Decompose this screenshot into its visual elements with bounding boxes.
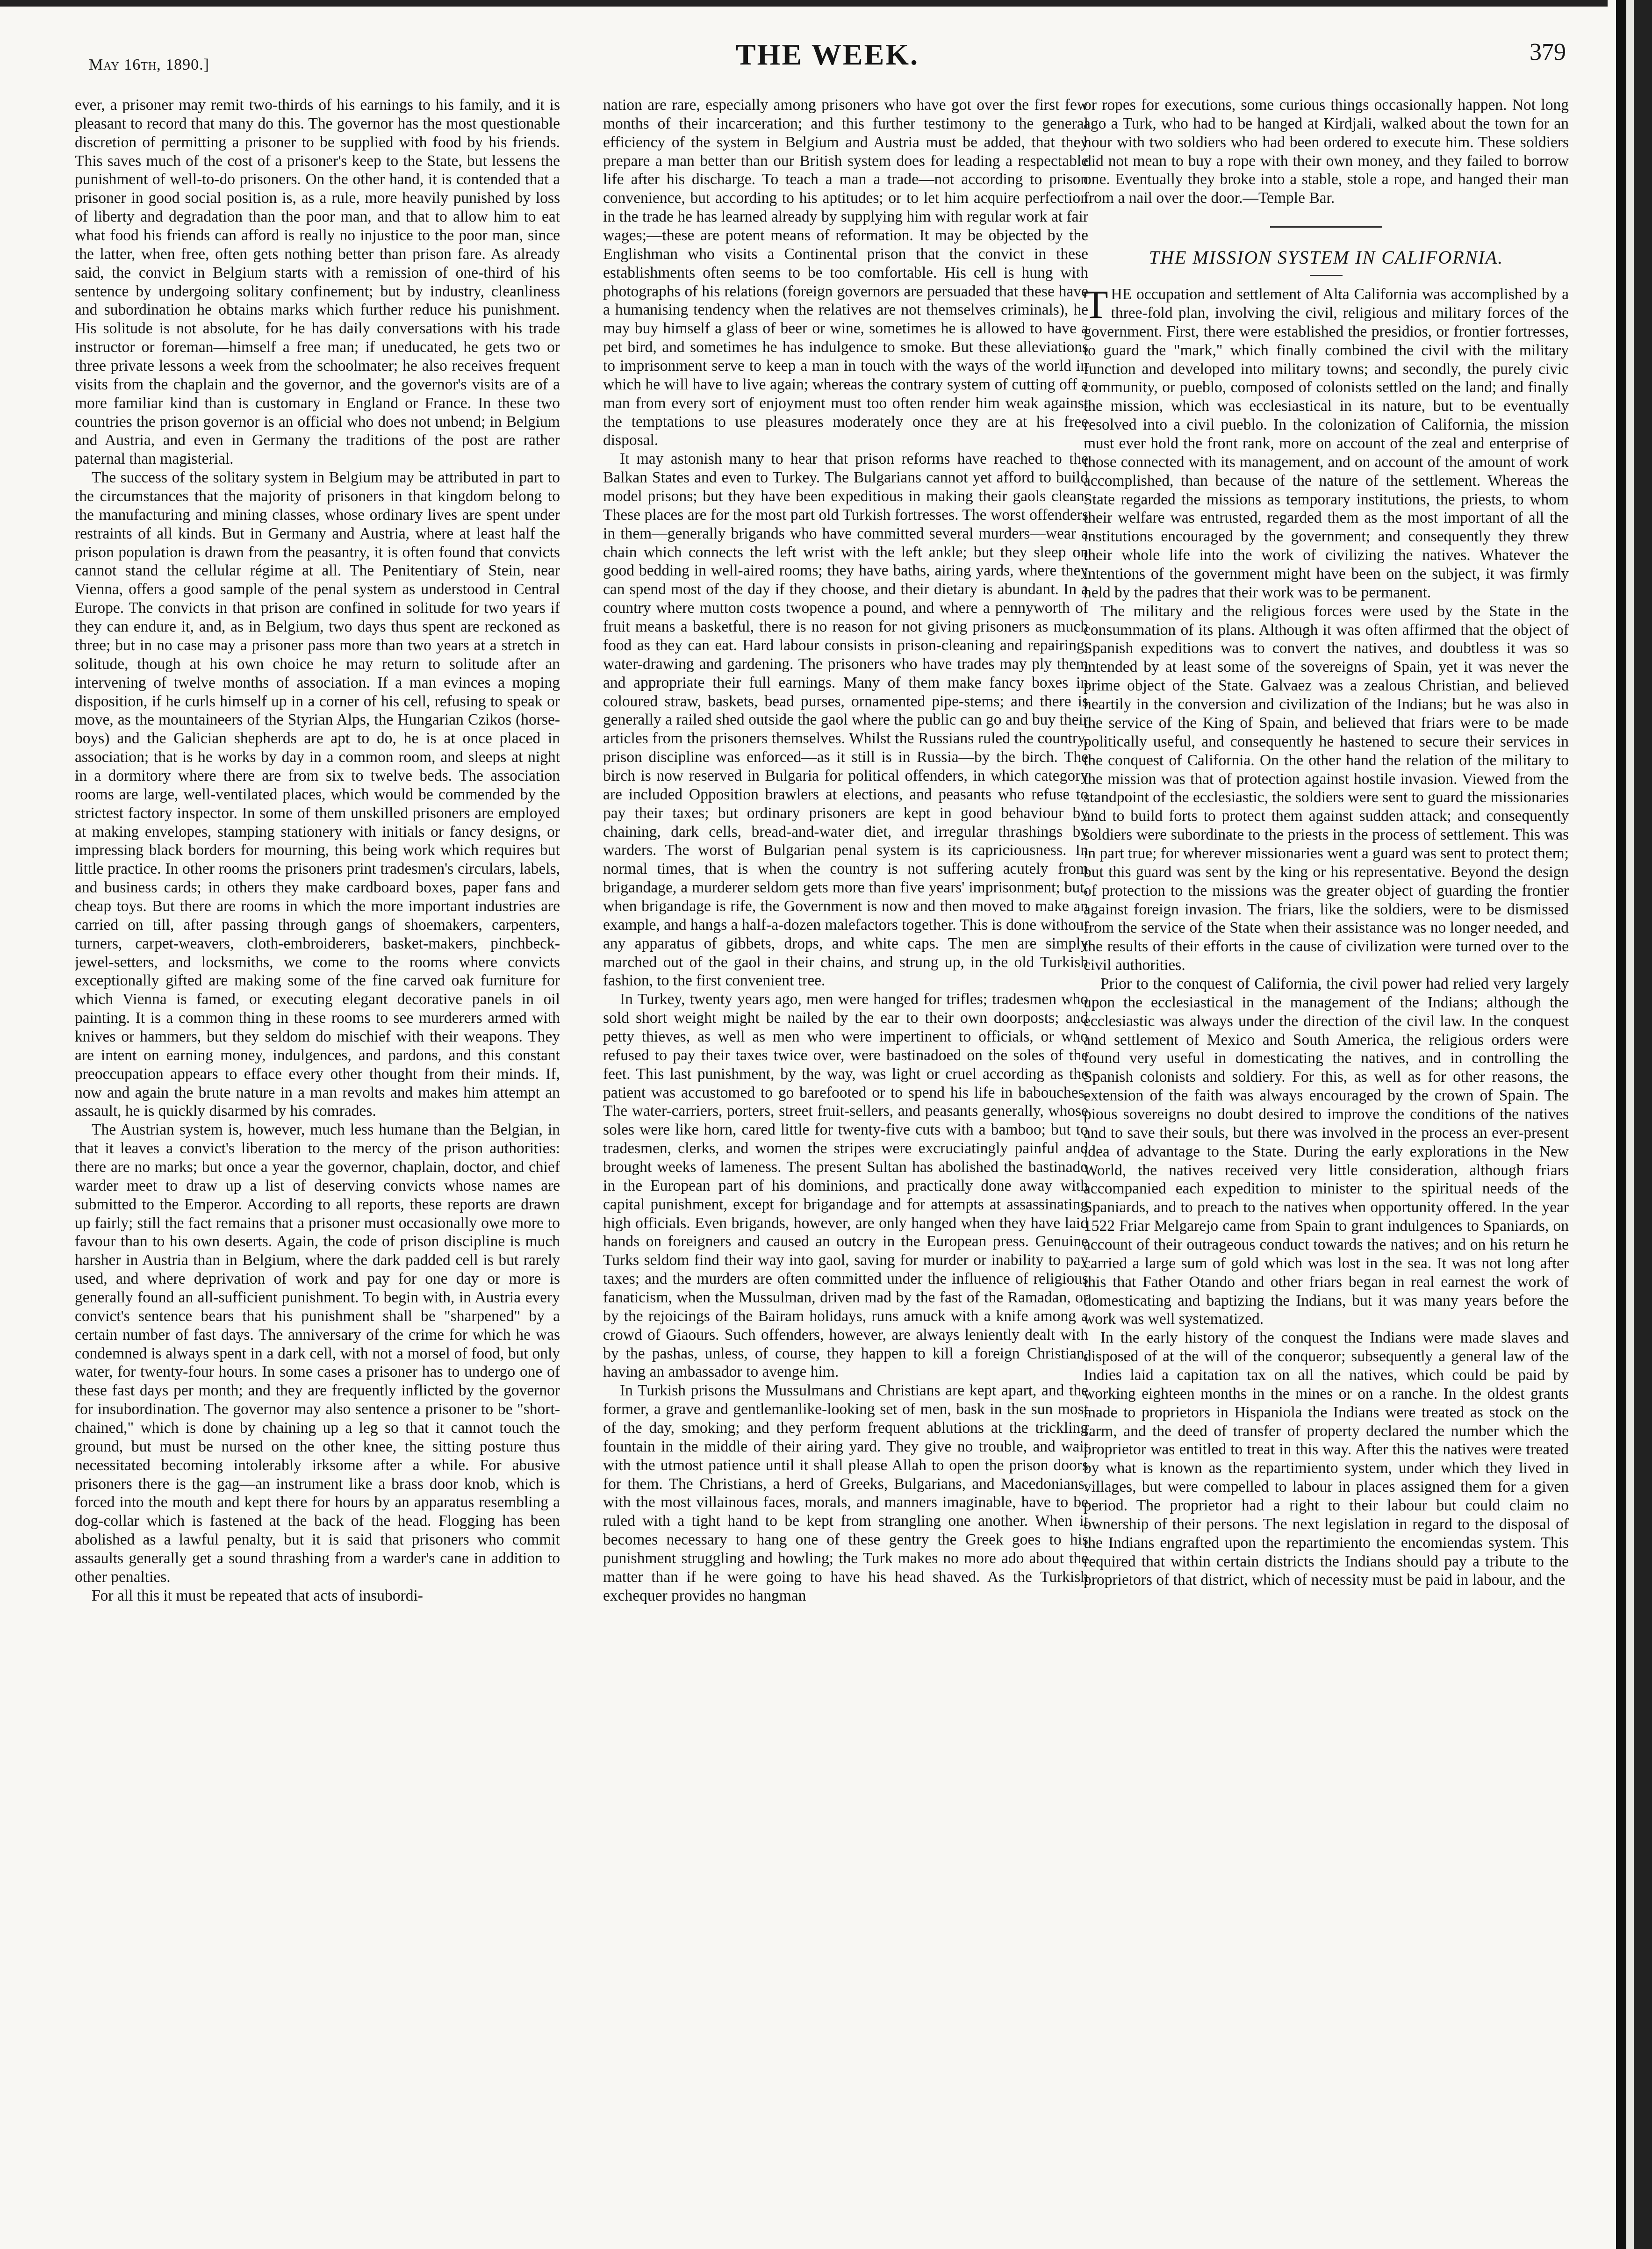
title-rule (1310, 275, 1343, 276)
paragraph: For all this it must be repeated that acts of insubordi- (92, 1587, 423, 1604)
paragraph (1084, 282, 1569, 602)
page-edge (1608, 0, 1652, 2249)
paragraph: The military and the religious forces were used by the State in the consummation of its plans. Although it was often affirmed that the object of Spanish expeditions was to convert the natives, and doubtless it was so intended by at least some of the sovereigns of Spain, yet it was never the prime object of the State. Galvaez was a zealous Christian, and believed heartily in the conversion and civilization of the Indians; but he was also in the service of the King of Spain, and believed that friars were to be made politically useful, and consequently he hastened to secure their services in the conquest of California. On the other hand the relation of the military to the mission was that of protection against hostile invasion. Viewed from the standpoint of the ecclesiastic, the soldiers were sent to guard the missionaries and to build forts to protect them against sudden attack; and consequently soldiers were subordinate to the priests in the process of settlement. This was in part true; for wherever missionaries went a guard was sent to protect them; but this guard was sent by the king or his representative. Beyond the design of protection to the missions was the greater object of guarding the frontier against foreign invasion. The friars, like the soldiers, were to be dismissed from the service of the State when their assistance was no longer needed, and the results of their efforts in the cause of civilization were turned over to the civil authorities. (1084, 602, 1569, 974)
column-2 (603, 96, 1088, 2227)
page-number: 379 (1530, 39, 1566, 65)
paragraph-text: HE occupation and settlement of Alta California was accomplished by a three-fold plan, involving the civil, religious and military forces of the government. First, there were established the presidios, or frontier fortresses, to guard the "mark," which finally combined the civil with the military function and developed into military towns; and secondly, the purely civic community, or pueblo, composed of colonists settled on the land; and finally the mission, which was ecclesiastical in its nature, but to be eventually resolved into a civil pueblo. In the colonization of California, the mission must ever hold the front rank, more on account of the zeal and enterprise of those connected with its management, and on account of the amount of work accomplished, than because of the nature of the settlement. Whereas the State regarded the missions as temporary institutions, the priests, to whom their welfare was entrusted, regarded them as the most important of all the institutions encouraged by the government; and consequently they threw their whole life into the work of civilizing the natives. Whatever the intentions of the government might have been on the subject, it was firmly held by the padres that their work was to be permanent. (1084, 286, 1569, 601)
column-3 (1084, 96, 1569, 2227)
top-rule (0, 0, 1652, 7)
paragraph: or ropes for executions, some curious things occasionally happen. Not long ago a Turk, who had to be hanged at Kirdjali, walked about the town for an hour with two soldiers who had been ordered to execute him. These soldiers did not mean to buy a rope with their own money, and they failed to borrow one. Eventually they broke into a stable, stole a rope, and hanged their man from a nail over the door.—Temple Bar. (1084, 96, 1569, 207)
paragraph: The Austrian system is, however, much less humane than the Belgian, in that it leaves a convict's liberation to the mercy of the prison authorities: there are no marks; but once a year the governor, chaplain, doctor, and chief warder meet to draw up a list of deserving convicts whose names are submitted to the Emperor. According to all reports, these reports are drawn up fairly; still the fact remains that a prisoner must occasionally owe more to favour than to his own deserts. Again, the code of prison discipline is much harsher in Austria than in Belgium, where the dark padded cell is but rarely used, and where deprivation of work and pay for one day or more is generally found an all-sufficient punishment. To begin with, in Austria every convict's sentence bears that his punishment shall be "sharpened" by a certain number of fast days. The anniversary of the crime for which he was condemned is always spent in a dark cell, with not a morsel of food, but only water, for twenty-four hours. In some cases a prisoner has to undergo one of these fast days per month; and they are frequently inflicted by the governor for insubordination. The governor may also sentence a prisoner to be "short-chained," which is done by chaining up a leg so that it cannot touch the ground, but must be nursed on the other knee, the sitting posture thus necessitated becoming intolerably irksome after a while. For abusive prisoners there is the gag—an instrument like a brass door knob, which is forced into the mouth and kept there for hours by an apparatus resembling a dog-collar which is fastened at the back of the head. Flogging has been abolished as a lawful penalty, but it is said that prisoners who commit assaults generally get a sound thrashing from a warder's cane in addition to other penalties. (75, 1121, 560, 1586)
journal-title: THE WEEK. (735, 38, 919, 71)
paragraph: In Turkey, twenty years ago, men were hanged for trifles; tradesmen who sold short weight might be nailed by the ear to their own doorposts; and petty thieves, as well as men who were impertinent to officials, or who refused to pay their taxes twice over, were bastinadoed on the soles of the feet. This last punishment, by the way, was light or cruel according as the patient was accustomed to go barefooted or to spend his life in babouches. The water-carriers, porters, street fruit-sellers, and peasants generally, whose soles were like horn, cared little for twenty-five cuts with a bamboo; but to tradesmen, clerks, and women the stripes were excruciatingly painful and brought weeks of lameness. The present Sultan has abolished the bastinado in the European part of his dominions, and practically done away with capital punishment, except for brigandage and for attempts at assassinating high officials. Even brigands, however, are only hanged when they have laid hands on foreigners and caused an outcry in the European press. Genuine Turks seldom find their way into gaol, saving for murder or inability to pay taxes; and the murders are often committed under the influence of religious fanaticism, when the Mussulman, driven mad by the fast of the Ramadan, or by the rejoicings of the Bairam holidays, runs amuck with a knife among a crowd of Giaours. Such offenders, however, are always leniently dealt with by the pashas, unless, of course, they happen to kill a foreign Christian, having an ambassador to avenge him. (603, 991, 1088, 1381)
paragraph: ever, a prisoner may remit two-thirds of his earnings to his family, and it is pleasant to record that many do this. The governor has the most questionable discretion of permitting a prisoner to be supplied with food by his friends. This saves much of the cost of a prisoner's keep to the State, but lessens the punishment of well-to-do prisoners. On the other hand, it is contended that a prisoner in good social position is, as a rule, more heavily punished by loss of liberty and degradation than the poor man, and that to allow him to eat what food his friends can afford is really no injustice to the poor man, since the latter, when free, often gets nothing better than prison fare. As already said, the convict in Belgium starts with a remission of one-third of his sentence by undergoing solitary confinement; but by industry, cleanliness and subordination he obtains marks which further reduce his punishment. His solitude is not absolute, for he has daily conversations with his trade instructor or foreman—himself a free man; if uneducated, he gets two or three private lessons a week from the schoolmater; he also receives frequent visits from the chaplain and the governor, and the governor's visits are of a more familiar kind than is customary in England or France. In these two countries the prison governor is an official who does not unbend; in Belgium and Austria, and even in Germany the traditions of the post are rather paternal than magisterial. (75, 96, 560, 468)
paragraph: In Turkish prisons the Mussulmans and Christians are kept apart, and the former, a grave and gentlemanlike-looking set of men, bask in the sun most of the day, smoking; and they perform frequent ablutions at the trickling fountain in the middle of their airing yard. They give no trouble, and wait with the utmost patience until it shall please Allah to open the prison doors for them. The Christians, a herd of Greeks, Bulgarians, and Macedonians, with the most villainous faces, morals, and manners imaginable, have to be ruled with a tight hand to be kept from strangling one another. When it becomes necessary to hang one of these gentry the Greek goes to his punishment struggling and howling; the Turk makes no more ado about the matter than if he were going to have his head shaved. As the Turkish exchequer provides no hangman (603, 1382, 1088, 1604)
paragraph: It may astonish many to hear that prison reforms have reached to the Balkan States and even to Turkey. The Bulgarians cannot yet afford to build model prisons; but they have been expeditious in making their gaols clean. These places are for the most part old Turkish fortresses. The worst offenders in them—generally brigands who have committed several murders—wear a chain which connects the left wrist with the left ankle; but they sleep on good bedding in well-aired rooms; they have baths, airing yards, where they can spend most of the day if they choose, and their dietary is abundant. In a country where mutton costs twopence a pound, and where a pennyworth of fruit means a basketful, there is no reason for not giving prisoners as much food as they can eat. Hard labour consists in prison-cleaning and repairing, water-drawing and gardening. The prisoners who have trades may ply them and appropriate their full earnings. Many of them make fancy boxes in coloured straw, baskets, bead purses, ornamented pipe-stems; and there is generally a railed shed outside the gaol where the public can go and buy their articles from the prisoners themselves. Whilst the Russians ruled the country, prison discipline was enforced—as it still is in Russia—by the birch. The birch is now reserved in Bulgaria for political offenders, in which category are included Opposition brawlers at elections, and peasants who refuse to pay their taxes; but ordinary prisoners are kept in good behaviour by chaining, dark cells, bread-and-water diet, and irregular thrashings by warders. The worst of Bulgarian penal system is its capriciousness. In normal times, that is when the country is not suffering acutely from brigandage, a murderer seldom gets more than five years' imprisonment; but, when brigandage is rife, the Government is now and then moved to make an example, and hangs a half-a-dozen malefactors together. This is done without any apparatus of gibbets, drops, and white caps. The men are simply marched out of the gaol in their chains, and strung up, in the old Turkish fashion, to the first convenient tree. (603, 450, 1088, 990)
paragraph: The success of the solitary system in Belgium may be attributed in part to the circumstances that the majority of prisoners in that kingdom belong to the manufacturing and mining classes, whose ordinary lives are spent under restraints of all kinds. But in Germany and Austria, where at least half the prison population is drawn from the peasantry, it is often found that convicts cannot stand the cellular régime at all. The Penitentiary of Stein, near Vienna, offers a good sample of the penal system as understood in Central Europe. The convicts in that prison are confined in solitude for two years if they can endure it, and, as in Belgium, two days thus spent are reckoned as three; but in no case may a prisoner pass more than two years at a stretch in solitude, though at his own choice he may return to solitude after an intervening of twelve months of association. If a man evinces a moping disposition, if he curls himself up in a corner of his cell, refusing to speak or move, as the mountaineers of the Styrian Alps, the Hungarian Czikos (horse-boys) and the Galician shepherds are apt to do, he is at once placed in association; that is he works by day in a common room, and sleeps at night in a dormitory where there are from six to twelve beds. The association rooms are large, well-ventilated places, which would be commended by the strictest factory inspector. In some of them unskilled prisoners are employed at making envelopes, stamping stationery with initials or fancy designs, or impressing black borders for mourning, this being work which requires but little practice. In other rooms the prisoners print tradesmen's circulars, labels, and business cards; in others they make cardboard boxes, paper fans and cheap toys. But there are rooms in which the more important industries are carried on till, after passing through gangs of shoemakers, carpenters, turners, carpet-weavers, cloth-embroiderers, basket-makers, pinchbeck-jewel-setters, and locksmiths, we come to the rooms where convicts exceptionally gifted are making some of the fine carved oak furniture for which Vienna is famed, or executing elegant decorative panels in oil painting. It is a common thing in these rooms to see murderers armed with knives or hammers, but they seldom do mischief with their weapons. They are intent on earning money, indulgences, and pardons, and this constant preoccupation appears to efface every other thought from their minds. If, now and again the brute nature in a man revolts and makes him attempt an assault, he is quickly disarmed by his comrades. (75, 469, 560, 1120)
drop-cap: T (1084, 282, 1108, 327)
page-header (89, 34, 1566, 71)
column-1 (75, 96, 560, 2227)
issue-date: May 16th, 1890.] (89, 56, 210, 73)
paragraph: nation are rare, especially among prisoners who have got over the first few months of their incarceration; and this further testimony to the general efficiency of the system in Belgium and Austria must be added, that they prepare a man better than our British system does for leading a respectable life after his discharge. To teach a man a trade—not according to prison convenience, but according to his aptitudes; or to let him acquire perfection in the trade he has learned already by supplying him with regular work at fair wages;—these are potent means of reformation. It may be objected by the Englishman who visits a Continental prison that the convict in these establishments often seems to be too comfortable. His cell is hung with photographs of his relations (foreign governors are persuaded that these have a humanising tendency when the relatives are not themselves criminals), he may buy himself a glass of beer or wine, sometimes he is allowed to have a pet bird, and sometimes he has indulgence to smoke. But these alleviations to imprisonment serve to keep a man in touch with the ways of the world in which he will have to live again; whereas the contrary system of cutting off a man from every sort of enjoyment must too often render him weak against the temptations to use pleasures moderately once they are at his free disposal. (603, 96, 1088, 449)
paragraph: Prior to the conquest of California, the civil power had relied very largely upon the ecclesiastical in the management of the Indians; although the ecclesiastic was always under the direction of the civil law. In the conquest and settlement of Mexico and South America, the religious orders were found very useful in domesticating the natives, and in controlling the Spanish colonists and soldiery. For this, as well as for other reasons, the extension of the faith was always encouraged by the crown of Spain. The pious sovereigns no doubt desired to improve the conditions of the natives and to save their souls, but there was involved in the process an ever-present idea of advantage to the State. During the early explorations in the New World, the natives received very little consideration, although friars accompanied each expedition to minister to the spiritual needs of the Spaniards, and to preach to the natives when opportunity offered. In the year 1522 Friar Melgarejo came from Spain to grant indulgences to Spaniards, on account of their outrageous conduct towards the natives; and on his return he carried a large sum of gold which was lost in the sea. It was not long after this that Father Otando and other friars began in real earnest the work of domesticating and baptizing the Indians, but it was many years before the work was well systematized. (1084, 975, 1569, 1328)
paragraph: In the early history of the conquest the Indians were made slaves and disposed of at the will of the conqueror; subsequently a general law of the Indies laid a capitation tax on all the natives, which could be paid by working eighteen months in the mines or on a ranche. In the oldest grants made to proprietors in Hispaniola the Indians were treated as stock on the farm, and the deed of transfer of property declared the number which the proprietor was entitled to treat in this way. After this the natives were treated by what is known as the repartimiento system, under which they lived in villages, but were compelled to labour in places assigned them for a given period. The proprietor had a right to their labour but could claim no ownership of their persons. The next legislation in regard to the disposal of the Indians engrafted upon the repartimiento the encomiendas system. This required that within certain districts the Indians should pay a tribute to the proprietors of that district, which of necessity must be paid in labour, and the (1084, 1329, 1569, 1589)
section-divider (1270, 226, 1382, 228)
article-title: THE MISSION SYSTEM IN CALIFORNIA. (1149, 247, 1504, 268)
